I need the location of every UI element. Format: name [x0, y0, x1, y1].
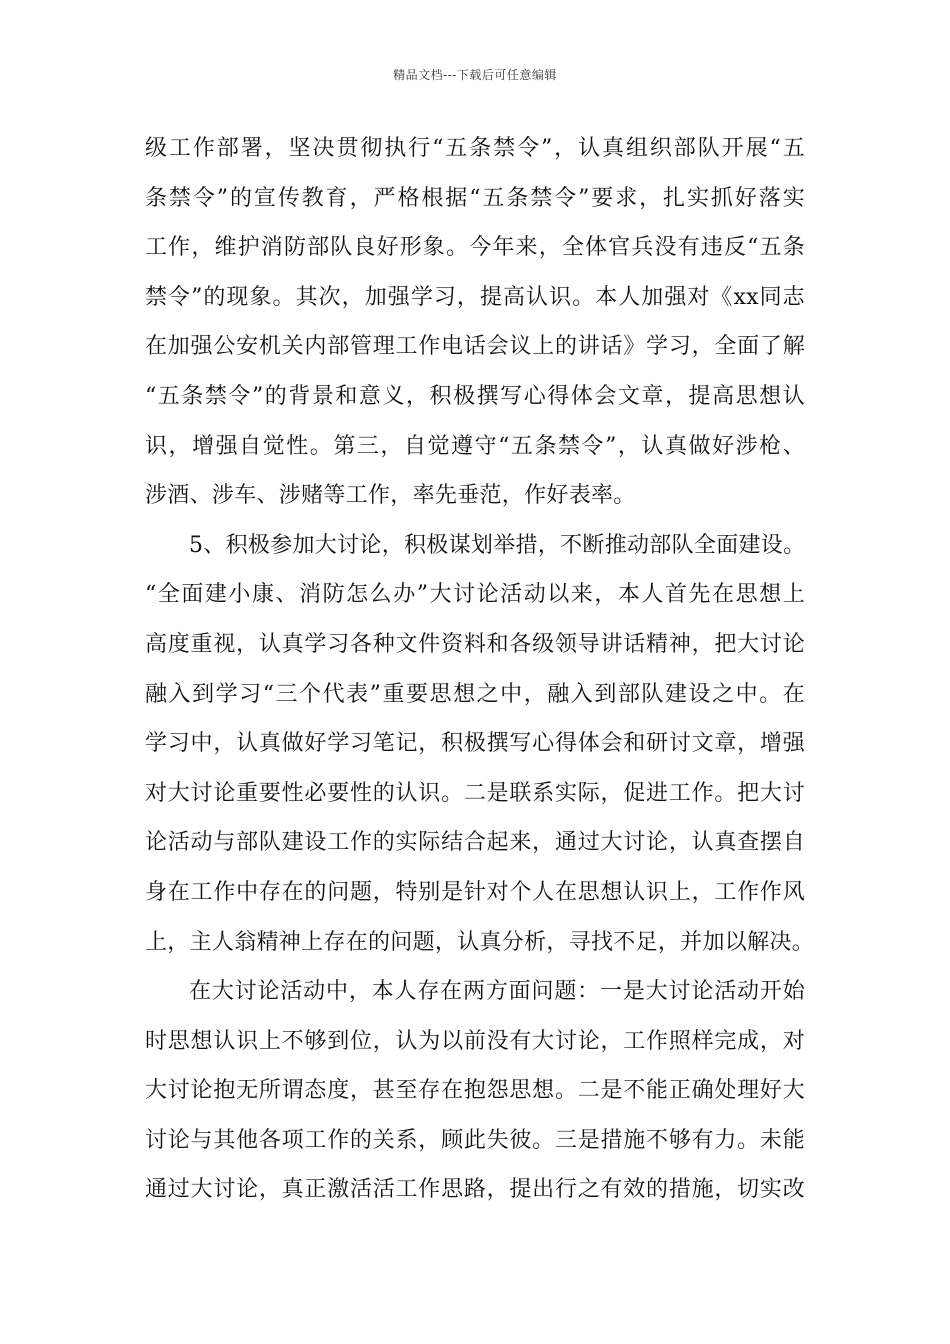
text-line: 在加强公安机关内部管理工作电话会议上的讲话》学习，全面了解	[145, 334, 805, 360]
text-line: 通过大讨论，真正激活活工作思路，提出行之有效的措施，切实改	[145, 1177, 805, 1203]
document-body	[145, 124, 815, 1215]
text-line: 5、积极参加大讨论，积极谋划举措，不断推动部队全面建设。	[189, 532, 806, 558]
text-line: 讨论与其他各项工作的关系，顾此失彼。三是措施不够有力。未能	[145, 1127, 805, 1153]
text-line: 时思想认识上不够到位，认为以前没有大讨论，工作照样完成，对	[145, 1028, 805, 1054]
text-line: 识，增强自觉性。第三，自觉遵守“五条禁令”，认真做好涉枪、	[145, 433, 805, 459]
page-header: 精品文档---下载后可任意编辑	[393, 68, 557, 82]
text-line: 禁令”的现象。其次，加强学习，提高认识。本人加强对《xx同志	[145, 284, 805, 310]
text-line: 融入到学习“三个代表”重要思想之中，融入到部队建设之中。在	[145, 681, 805, 707]
text-line: 身在工作中存在的问题，特别是针对个人在思想认识上，工作作风	[145, 879, 805, 905]
text-line: 涉酒、涉车、涉赌等工作，率先垂范，作好表率。	[145, 483, 636, 509]
text-line: 上，主人翁精神上存在的问题，认真分析，寻找不足，并加以解决。	[145, 929, 815, 955]
text-line: 高度重视，认真学习各种文件资料和各级领导讲话精神，把大讨论	[145, 631, 805, 657]
text-line: 工作，维护消防部队良好形象。今年来，全体官兵没有违反“五条	[145, 235, 805, 261]
text-line: “全面建小康、消防怎么办”大讨论活动以来，本人首先在思想上	[145, 582, 805, 608]
text-line: 对大讨论重要性必要性的认识。二是联系实际，促进工作。把大讨	[145, 780, 805, 806]
text-line: 级工作部署，坚决贯彻执行“五条禁令”，认真组织部队开展“五	[145, 136, 805, 161]
text-line: 在大讨论活动中，本人存在两方面问题：一是大讨论活动开始	[189, 979, 805, 1005]
text-line: 学习中，认真做好学习笔记，积极撰写心得体会和研讨文章，增强	[145, 731, 805, 757]
text-line: 论活动与部队建设工作的实际结合起来，通过大讨论，认真查摆自	[145, 830, 805, 856]
text-line: “五条禁令”的背景和意义，积极撰写心得体会文章，提高思想认	[145, 383, 805, 409]
text-line: 大讨论抱无所谓态度，甚至存在抱怨思想。二是不能正确处理好大	[145, 1078, 805, 1104]
text-line: 条禁令”的宣传教育，严格根据“五条禁令”要求，扎实抓好落实	[145, 185, 805, 211]
